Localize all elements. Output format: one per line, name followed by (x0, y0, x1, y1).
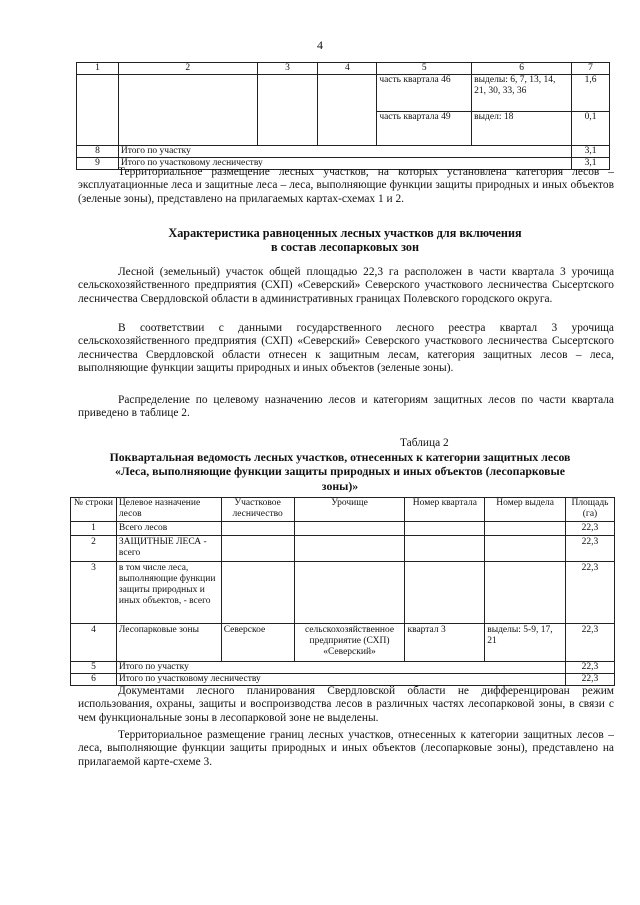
forestry-cell: Северское (221, 624, 294, 662)
area-cell: 0,1 (572, 112, 610, 146)
table-1-header-row (77, 63, 610, 75)
table-1 (76, 62, 610, 170)
total-label: Итого по участковому лесничеству (118, 158, 571, 170)
header-plot: Номер выдела (485, 498, 566, 522)
row-number: 4 (71, 624, 117, 662)
table-2 (70, 497, 615, 686)
table-row (71, 562, 615, 624)
area-cell: 22,3 (565, 562, 614, 624)
table-row (71, 522, 615, 536)
total-area: 22,3 (565, 674, 614, 686)
row-number: 5 (71, 662, 117, 674)
plots-cell: выделы: 6, 7, 13, 14, 21, 30, 33, 36 (472, 75, 572, 112)
total-area: 3,1 (572, 158, 610, 170)
header-forestry: Участковое лесничество (221, 498, 294, 522)
paragraph-territorial-placement: Территориальное размещение лесных участков, на которых установлена категория лесов – эксплуатационные леса и защитные леса – леса, выполняющие функции защиты природных и иных объектов (зеленые зоны), представлено на прилагаемых картах-схемах 1 и 2. (78, 166, 614, 205)
area-cell: 1,6 (572, 75, 610, 112)
total-row (71, 662, 615, 674)
table-row (77, 75, 610, 112)
row-number: 3 (71, 562, 117, 624)
plots-cell: выдел: 18 (472, 112, 572, 146)
purpose-cell: ЗАЩИТНЫЕ ЛЕСА - всего (116, 536, 221, 562)
header-area: Площадь (га) (565, 498, 614, 522)
paragraph-boundary-placement: Территориальное размещение границ лесных участков, отнесенных к категории защитных лесов – леса, выполняющие функции защиты природных и иных объектов (лесопарковые зоны), представлено на прилагаемой карте-схеме 3. (78, 729, 614, 768)
area-cell: 22,3 (565, 522, 614, 536)
total-area: 3,1 (572, 146, 610, 158)
paragraph-planning-documents: Документами лесного планирования Свердловской области не дифференцирован режим использования, охраны, защиты и воспроизводства лесов в различных частях лесопарковой зоны, в связи с чем функциональные зоны в лесопарковой зоне не выделены. (78, 685, 614, 724)
row-number: 1 (71, 522, 117, 536)
total-area: 22,3 (565, 662, 614, 674)
total-label: Итого по участковому лесничеству (116, 674, 565, 686)
table-2-header-row (71, 498, 615, 522)
paragraph-distribution: Распределение по целевому назначению лесов и категориям защитных лесов по части квартала приведено в таблице 2. (78, 394, 614, 420)
row-number: 8 (77, 146, 119, 158)
table-1-header-cell: 4 (318, 63, 377, 75)
table-row (71, 624, 615, 662)
table-2-title-line-3: зоны)» (321, 479, 359, 493)
table-2-title-line-1: Поквартальная ведомость лесных участков, отнесенных к категории защитных лесов (109, 450, 571, 464)
section-title-line-2: в состав лесопарковых зон (270, 240, 420, 254)
quarter-cell: квартал 3 (405, 624, 485, 662)
table-2-label: Таблица 2 (400, 437, 449, 449)
table-1-header-cell: 2 (118, 63, 257, 75)
area-cell: 22,3 (565, 536, 614, 562)
table-1-header-cell: 1 (77, 63, 119, 75)
row-number: 6 (71, 674, 117, 686)
header-row-number: № строки (71, 498, 117, 522)
purpose-cell: Лесопарковые зоны (116, 624, 221, 662)
table-row (71, 536, 615, 562)
header-tract: Урочище (294, 498, 405, 522)
section-title-line-1: Характеристика равноценных лесных участков для включения (168, 226, 522, 240)
total-label: Итого по участку (118, 146, 571, 158)
row-number: 9 (77, 158, 119, 170)
total-label: Итого по участку (116, 662, 565, 674)
table-1-header-cell: 3 (257, 63, 318, 75)
row-number: 2 (71, 536, 117, 562)
quarter-cell: часть квартала 49 (377, 112, 472, 146)
plot-cell: выделы: 5-9, 17, 21 (485, 624, 566, 662)
purpose-cell: Всего лесов (116, 522, 221, 536)
table-1-header-cell: 5 (377, 63, 472, 75)
table-2-title-line-2: «Леса, выполняющие функции защиты природных и иных объектов (лесопарковые (115, 464, 565, 478)
header-purpose: Целевое назначение лесов (116, 498, 221, 522)
total-row (71, 674, 615, 686)
area-cell: 22,3 (565, 624, 614, 662)
table-1-header-cell: 7 (572, 63, 610, 75)
tract-cell: сельскохозяйственное предприятие (СХП) «Северский» (294, 624, 405, 662)
header-quarter: Номер квартала (405, 498, 485, 522)
paragraph-plot-description: Лесной (земельный) участок общей площадью 22,3 га расположен в части квартала 3 урочища сельскохозяйственного предприятия (СХП) «Северский» Северского участкового лесничества Сысертского лесничества Свердловской области в административных границах Полевского городского округа. (78, 266, 614, 305)
paragraph-registry: В соответствии с данными государственного лесного реестра квартал 3 урочища сельскохозяйственного предприятия (СХП) «Северский» Северского участкового лесничества Сысертского лесничества Свердловской области отнесен к защитным лесам, категория защитных лесов – леса, выполняющие функции защиты природных и иных объектов (зеленые зоны). (78, 322, 614, 375)
page-number: 4 (317, 38, 323, 52)
table-1-header-cell: 6 (472, 63, 572, 75)
quarter-cell: часть квартала 46 (377, 75, 472, 112)
purpose-cell: в том числе леса, выполняющие функции защиты природных и иных объектов, - всего (116, 562, 221, 624)
total-row (77, 146, 610, 158)
